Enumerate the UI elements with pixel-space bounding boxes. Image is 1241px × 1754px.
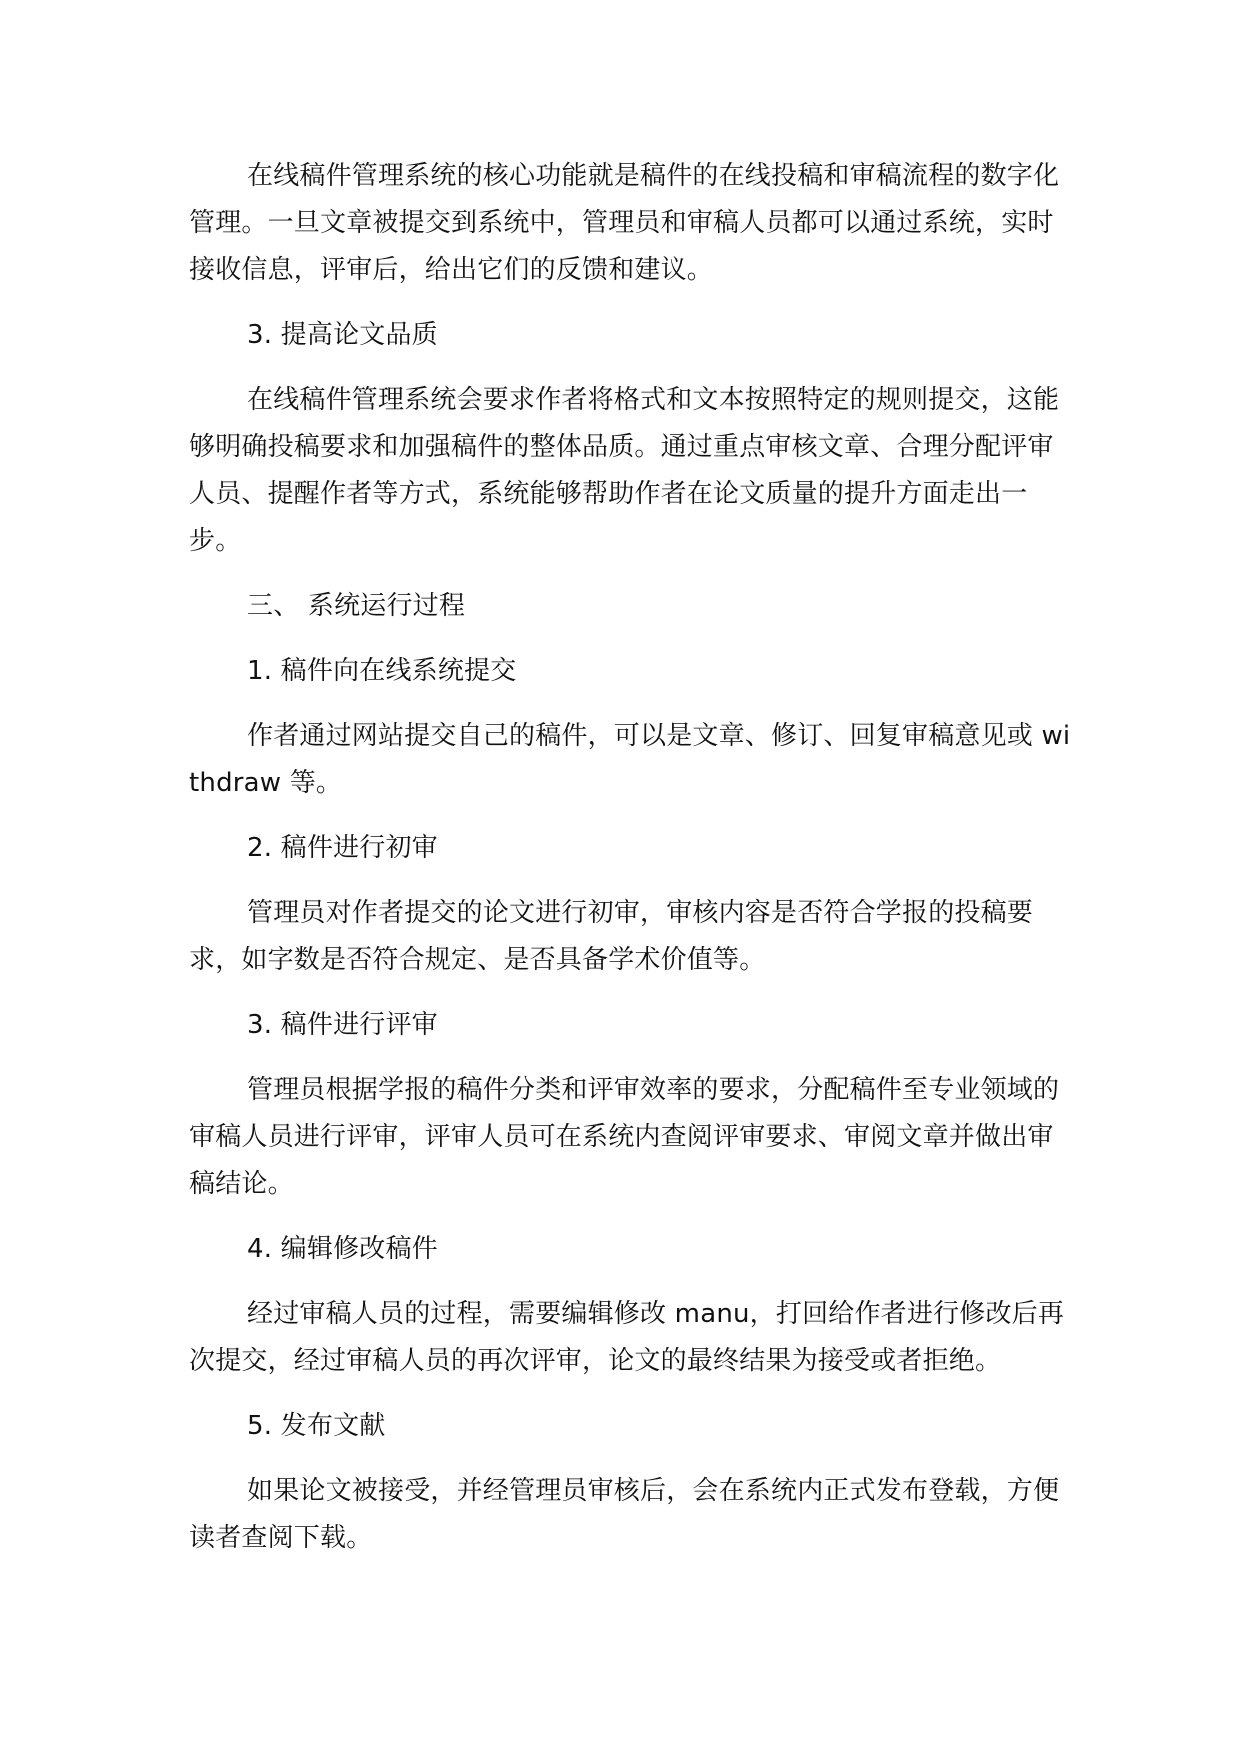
paragraph-publish: 如果论文被接受，并经管理员审核后，会在系统内正式发布登载，方便读者查阅下载。: [189, 1476, 1060, 1553]
paragraph-initial-review: 管理员对作者提交的论文进行初审，审核内容是否符合学报的投稿要求，如字数是否符合规定、是否具备学术价值等。: [189, 898, 1034, 975]
paragraph-quality: 在线稿件管理系统会要求作者将格式和文本按照特定的规则提交，这能够明确投稿要求和加强稿件的整体品质。通过重点审核文章、合理分配评审人员、提醒作者等方式，系统能够帮助作者在论文质量的提升方面走出一步。: [189, 385, 1060, 556]
heading-submit: 1. 稿件向在线系统提交: [247, 656, 517, 686]
heading-peer-review: 3. 稿件进行评审: [247, 1010, 438, 1040]
heading-initial-review: 2. 稿件进行初审: [247, 833, 438, 863]
paragraph-edit: 经过审稿人员的过程，需要编辑修改 manu，打回给作者进行修改后再次提交，经过审稿人员的再次评审，论文的最终结果为接受或者拒绝。: [189, 1299, 1065, 1376]
document-body: [189, 153, 1079, 1580]
section-heading-system-process: 三、 系统运行过程: [247, 591, 466, 621]
heading-edit: 4. 编辑修改稿件: [247, 1234, 438, 1264]
heading-improve-quality: 3. 提高论文品质: [247, 320, 438, 350]
heading-publish: 5. 发布文献: [247, 1411, 386, 1441]
paragraph-peer-review: 管理员根据学报的稿件分类和评审效率的要求，分配稿件至专业领域的审稿人员进行评审，评审人员可在系统内查阅评审要求、审阅文章并做出审稿结论。: [189, 1075, 1060, 1199]
paragraph-submit: 作者通过网站提交自己的稿件，可以是文章、修订、回复审稿意见或 withdraw 等。: [189, 721, 1071, 798]
paragraph-core-function: 在线稿件管理系统的核心功能就是稿件的在线投稿和审稿流程的数字化管理。一旦文章被提交到系统中，管理员和审稿人员都可以通过系统，实时接收信息，评审后，给出它们的反馈和建议。: [189, 161, 1060, 285]
